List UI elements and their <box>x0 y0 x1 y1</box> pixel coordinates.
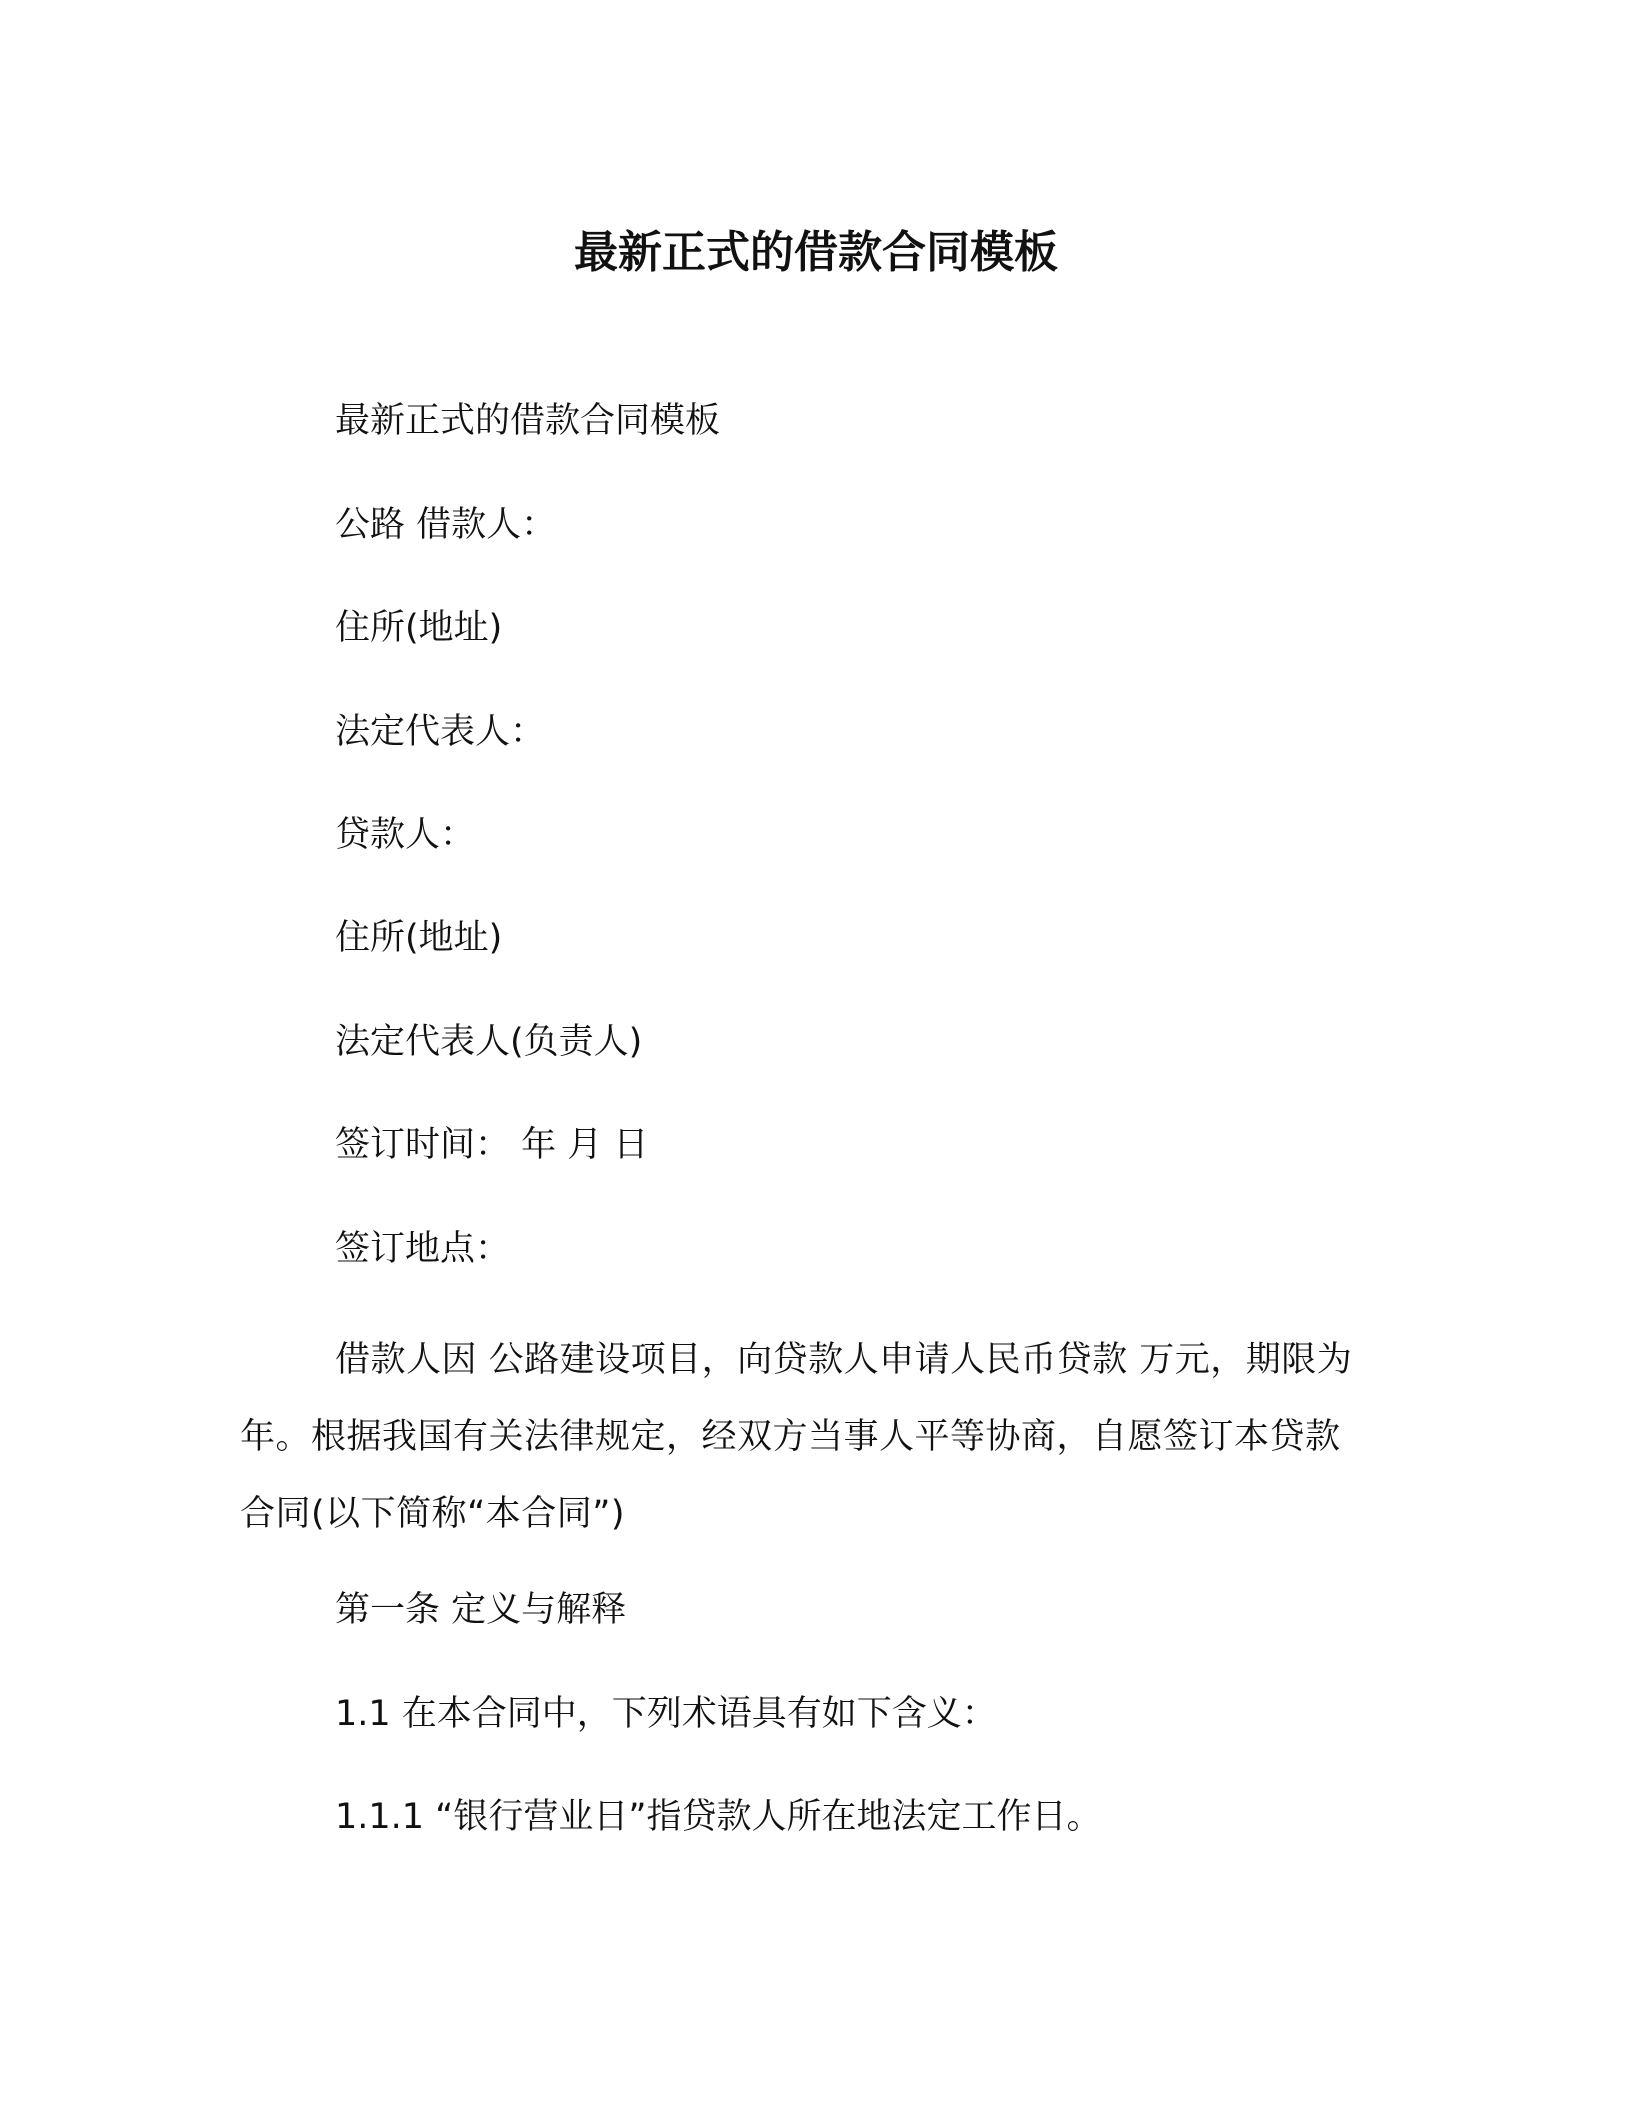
lender-line: 贷款人： <box>335 815 476 855</box>
document-subtitle: 最新正式的借款合同模板 <box>335 401 721 441</box>
clause-1-1: 1.1 在本合同中，下列术语具有如下含义： <box>335 1694 997 1734</box>
article-one-heading: 第一条 定义与解释 <box>335 1590 627 1630</box>
document-title: 最新正式的借款合同模板 <box>574 227 1058 278</box>
borrower-address-line: 住所(地址) <box>335 608 503 648</box>
lender-legal-rep-line: 法定代表人(负责人) <box>335 1022 643 1062</box>
borrower-line: 公路 借款人： <box>335 505 557 545</box>
lender-address-line: 住所(地址) <box>335 918 503 958</box>
contract-preamble-paragraph: 借款人因 公路建设项目，向贷款人申请人民币贷款 万元，期限为 年。根据我国有关法律规定，经双方当事人平等协商，自愿签订本贷款合同(以下简称“本合同”) <box>240 1340 1353 1534</box>
clause-1-1-1: 1.1.1 “银行营业日”指贷款人所在地法定工作日。 <box>335 1797 1102 1837</box>
signing-date-line: 签订时间： 年 月 日 <box>335 1125 649 1165</box>
borrower-legal-rep-line: 法定代表人： <box>335 712 546 752</box>
signing-place-line: 签订地点： <box>335 1229 511 1269</box>
